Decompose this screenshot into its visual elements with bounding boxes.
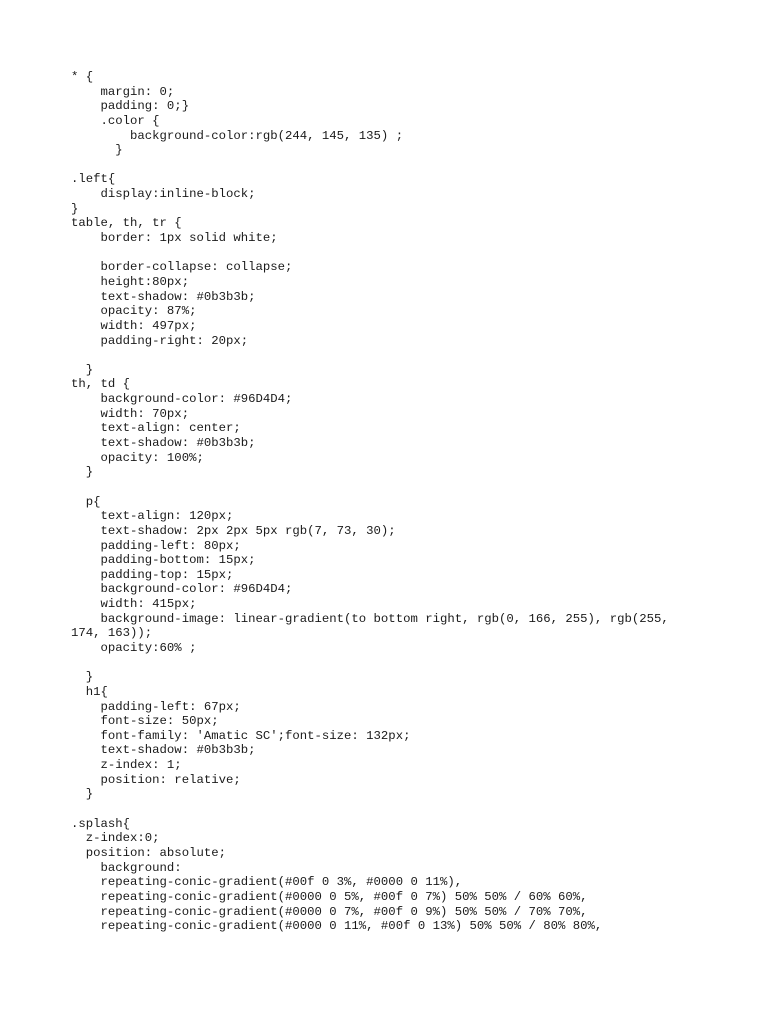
code-line: text-align: 120px; <box>71 509 234 524</box>
code-line: padding: 0;} <box>71 99 190 114</box>
code-line: } <box>71 465 94 480</box>
code-line: background-image: linear-gradient(to bottom right, rgb(0, 166, 255), rgb(255, <box>71 611 669 626</box>
code-line: * { <box>71 70 94 84</box>
code-line <box>71 158 751 173</box>
code-line: text-shadow: #0b3b3b; <box>71 289 256 304</box>
code-line: repeating-conic-gradient(#0000 0 7%, #00f 0 9%) 50% 50% / 70% 70%, <box>71 904 588 919</box>
code-line <box>71 480 751 495</box>
code-listing <box>71 70 751 934</box>
code-line: font-family: 'Amatic SC';font-size: 132px; <box>71 728 411 743</box>
code-line: repeating-conic-gradient(#0000 0 11%, #00f 0 13%) 50% 50% / 80% 80%, <box>71 919 603 934</box>
code-line: margin: 0; <box>71 84 175 99</box>
code-line: text-shadow: #0b3b3b; <box>71 743 256 758</box>
code-line: .color { <box>71 113 160 128</box>
code-line: } <box>71 201 79 216</box>
code-line: th, td { <box>71 377 131 392</box>
code-line: z-index: 1; <box>71 758 182 773</box>
code-line: position: relative; <box>71 772 241 787</box>
code-line: opacity:60% ; <box>71 640 197 655</box>
code-line: } <box>71 670 94 685</box>
code-line: padding-top: 15px; <box>71 567 234 582</box>
code-line: table, th, tr { <box>71 216 182 231</box>
code-line: z-index:0; <box>71 831 160 846</box>
code-line: font-size: 50px; <box>71 714 219 729</box>
code-line: border: 1px solid white; <box>71 231 278 246</box>
code-line: repeating-conic-gradient(#0000 0 5%, #00f 0 7%) 50% 50% / 60% 60%, <box>71 889 588 904</box>
code-line: .splash{ <box>71 816 131 831</box>
code-line: background-color: #96D4D4; <box>71 392 293 407</box>
code-line: } <box>71 143 123 158</box>
code-line: position: absolute; <box>71 845 226 860</box>
code-line: h1{ <box>71 684 108 699</box>
code-line: .left{ <box>71 172 116 187</box>
code-line: padding-left: 67px; <box>71 699 241 714</box>
code-line <box>71 246 751 261</box>
code-line <box>71 802 751 817</box>
code-line: height:80px; <box>71 274 190 289</box>
code-line: width: 415px; <box>71 597 197 612</box>
code-line: text-shadow: 2px 2px 5px rgb(7, 73, 30); <box>71 523 396 538</box>
code-line: border-collapse: collapse; <box>71 260 293 275</box>
code-line: padding-bottom: 15px; <box>71 553 256 568</box>
code-line: display:inline-block; <box>71 187 256 202</box>
code-line: opacity: 100%; <box>71 450 204 465</box>
code-line: background: <box>71 860 182 875</box>
code-line: p{ <box>71 494 101 509</box>
code-line: text-shadow: #0b3b3b; <box>71 436 256 451</box>
code-line: } <box>71 787 94 802</box>
code-line: width: 70px; <box>71 406 190 421</box>
code-line: } <box>71 362 94 377</box>
code-line: padding-right: 20px; <box>71 333 249 348</box>
code-line: background-color: #96D4D4; <box>71 582 293 597</box>
code-line: 174, 163)); <box>71 626 153 641</box>
code-line: width: 497px; <box>71 318 197 333</box>
code-line: opacity: 87%; <box>71 304 197 319</box>
code-line <box>71 348 751 363</box>
code-line: padding-left: 80px; <box>71 538 241 553</box>
code-line: repeating-conic-gradient(#00f 0 3%, #0000 0 11%), <box>71 875 463 890</box>
code-line: text-align: center; <box>71 421 241 436</box>
code-line <box>71 656 751 671</box>
code-line: background-color:rgb(244, 145, 135) ; <box>71 128 404 143</box>
